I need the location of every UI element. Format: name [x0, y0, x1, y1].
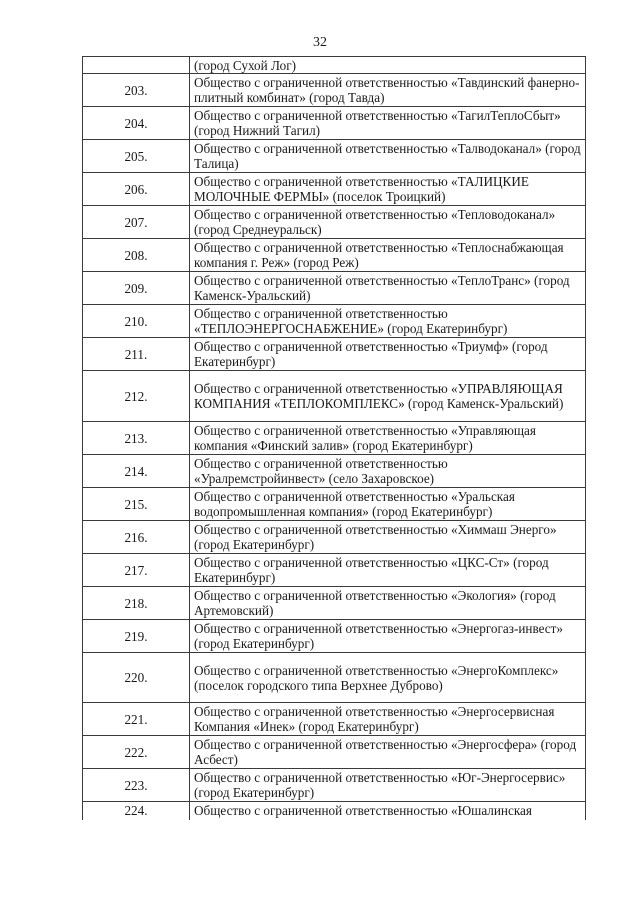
page-number: 32 — [313, 35, 327, 50]
organization-name: Общество с ограниченной ответственностью «ЭнергоКомплекс» (поселок городского типа Верхнее Дуброво) — [190, 653, 586, 703]
row-number: 223. — [83, 769, 190, 802]
organization-name: Общество с ограниченной ответственностью «ТЕПЛОЭНЕРГОСНАБЖЕНИЕ» (город Екатеринбург) — [190, 305, 586, 338]
row-number: 203. — [83, 74, 190, 107]
organization-name: Общество с ограниченной ответственностью «Юг-Энергосервис» (город Екатеринбург) — [190, 769, 586, 802]
row-number: 204. — [83, 107, 190, 140]
organization-name: Общество с ограниченной ответственностью «Экология» (город Артемовский) — [190, 587, 586, 620]
organization-name: Общество с ограниченной ответственностью «Тепловодоканал» (город Среднеуральск) — [190, 206, 586, 239]
organization-name: Общество с ограниченной ответственностью «Тавдинский фанерно-плитный комбинат» (город Тавда) — [190, 74, 586, 107]
organization-name: Общество с ограниченной ответственностью «Теплоснабжающая компания г. Реж» (город Реж) — [190, 239, 586, 272]
row-number — [83, 57, 190, 74]
table-row — [83, 455, 586, 488]
row-number: 206. — [83, 173, 190, 206]
organization-name: Общество с ограниченной ответственностью «Управляющая компания «Финский залив» (город Екатеринбург) — [190, 422, 586, 455]
organization-name: Общество с ограниченной ответственностью «ТагилТеплоСбыт» (город Нижний Тагил) — [190, 107, 586, 140]
organization-name: Общество с ограниченной ответственностью «Энергосервисная Компания «Инек» (город Екатеринбург) — [190, 703, 586, 736]
table-row — [83, 521, 586, 554]
row-number: 211. — [83, 338, 190, 371]
table-row — [83, 206, 586, 239]
row-number: 210. — [83, 305, 190, 338]
table-row — [83, 802, 586, 820]
organization-name: (город Сухой Лог) — [190, 57, 586, 74]
table-row — [83, 736, 586, 769]
organization-name: Общество с ограниченной ответственностью «ТАЛИЦКИЕ МОЛОЧНЫЕ ФЕРМЫ» (поселок Троицкий) — [190, 173, 586, 206]
organization-name: Общество с ограниченной ответственностью «ТеплоТранс» (город Каменск-Уральский) — [190, 272, 586, 305]
organization-name: Общество с ограниченной ответственностью «Триумф» (город Екатеринбург) — [190, 338, 586, 371]
row-number: 217. — [83, 554, 190, 587]
table-row — [83, 272, 586, 305]
row-number: 208. — [83, 239, 190, 272]
table-row — [83, 74, 586, 107]
row-number: 221. — [83, 703, 190, 736]
table-row — [83, 239, 586, 272]
organization-name: Общество с ограниченной ответственностью «ЦКС-Ст» (город Екатеринбург) — [190, 554, 586, 587]
row-number: 216. — [83, 521, 190, 554]
row-number: 220. — [83, 653, 190, 703]
row-number: 213. — [83, 422, 190, 455]
organization-name: Общество с ограниченной ответственностью «Уральская водопромышленная компания» (город Екатеринбург) — [190, 488, 586, 521]
table-row — [83, 173, 586, 206]
table-row — [83, 371, 586, 422]
table-row — [83, 554, 586, 587]
row-number: 212. — [83, 371, 190, 422]
organization-name: Общество с ограниченной ответственностью «Уралремстройинвест» (село Захаровское) — [190, 455, 586, 488]
row-number: 207. — [83, 206, 190, 239]
row-number: 222. — [83, 736, 190, 769]
row-number: 205. — [83, 140, 190, 173]
table-row — [83, 488, 586, 521]
table-row — [83, 703, 586, 736]
row-number: 215. — [83, 488, 190, 521]
row-number: 209. — [83, 272, 190, 305]
organization-name: Общество с ограниченной ответственностью «Талводоканал» (город Талица) — [190, 140, 586, 173]
table-row — [83, 107, 586, 140]
table-row — [83, 338, 586, 371]
table-row — [83, 587, 586, 620]
table-row — [83, 769, 586, 802]
table-row — [83, 305, 586, 338]
row-number: 219. — [83, 620, 190, 653]
table-row — [83, 422, 586, 455]
table-row — [83, 620, 586, 653]
organization-name: Общество с ограниченной ответственностью «Энергогаз-инвест» (город Екатеринбург) — [190, 620, 586, 653]
organizations-table — [82, 56, 586, 820]
table-row — [83, 653, 586, 703]
table-row — [83, 57, 586, 74]
row-number: 224. — [83, 802, 190, 820]
row-number: 218. — [83, 587, 190, 620]
table-row — [83, 140, 586, 173]
row-number: 214. — [83, 455, 190, 488]
organization-name: Общество с ограниченной ответственностью «Энергосфера» (город Асбест) — [190, 736, 586, 769]
organization-name: Общество с ограниченной ответственностью «Химмаш Энерго» (город Екатеринбург) — [190, 521, 586, 554]
organization-name: Общество с ограниченной ответственностью «УПРАВЛЯЮЩАЯ КОМПАНИЯ «ТЕПЛОКОМПЛЕКС» (город Каменск-Уральский) — [190, 371, 586, 422]
organization-name: Общество с ограниченной ответственностью «Юшалинская — [190, 802, 586, 820]
